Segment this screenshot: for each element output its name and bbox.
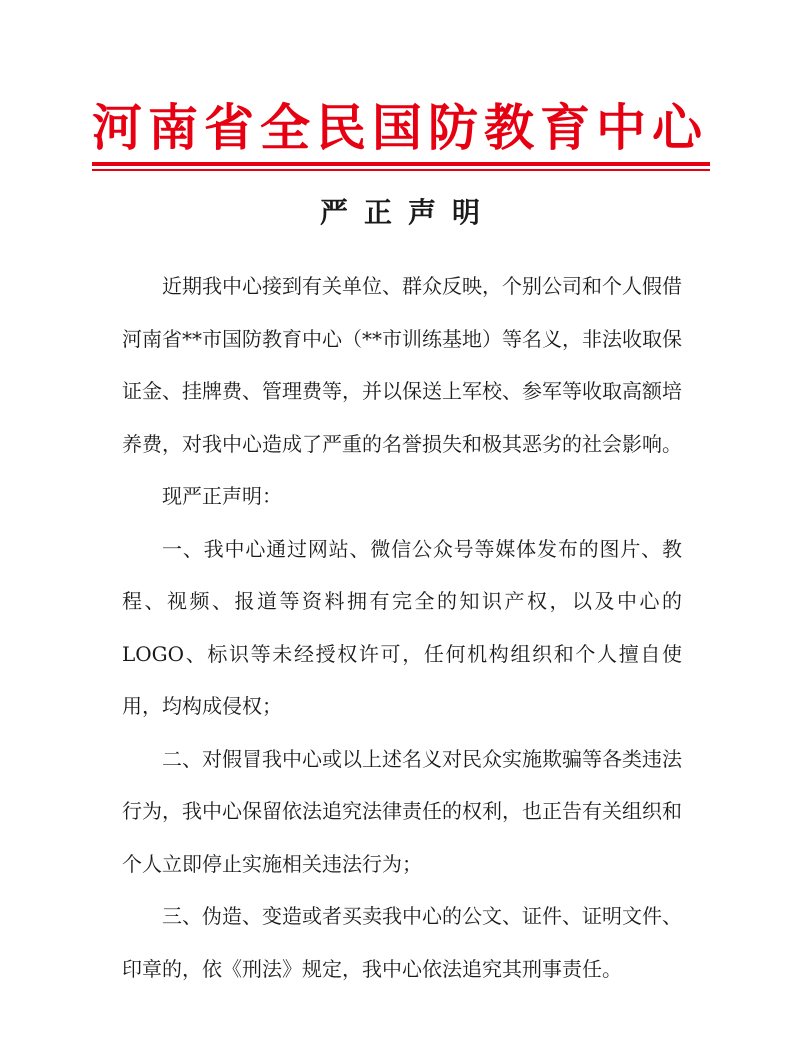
document-title: 严正声明 [319, 196, 496, 229]
paragraph-item-1: 一、我中心通过网站、微信公众号等媒体发布的图片、教程、视频、报道等资料拥有完全的知识产权，以及中心的LOGO、标识等未经授权许可，任何机构组织和个人擅自使用，均构成侵权； [122, 536, 682, 718]
paragraph-item-3: 三、伪造、变造或者买卖我中心的公文、证件、证明文件、印章的，依《刑法》规定，我中心依法追究其刑事责任。 [122, 904, 682, 981]
letterhead-org-name: 河南省全民国防教育中心 [92, 99, 708, 157]
paragraph-item-2: 二、对假冒我中心或以上述名义对民众实施欺骗等各类违法行为，我中心保留依法追究法律责任的权利，也正告有关组织和个人立即停止实施相关违法行为； [122, 746, 682, 876]
letterhead-rule-thin [92, 169, 710, 171]
paragraph-intro: 近期我中心接到有关单位、群众反映，个别公司和个人假借河南省**市国防教育中心（**市训练基地）等名义，非法收取保证金、挂牌费、管理费等，并以保送上军校、参军等收取高额培养费，对我中心造成了严重的名誉损失和极其恶劣的社会影响。 [122, 274, 682, 456]
letterhead-rule-thick [92, 162, 710, 166]
paragraph-declaration: 现严正声明： [162, 484, 282, 508]
document-body [122, 260, 682, 995]
